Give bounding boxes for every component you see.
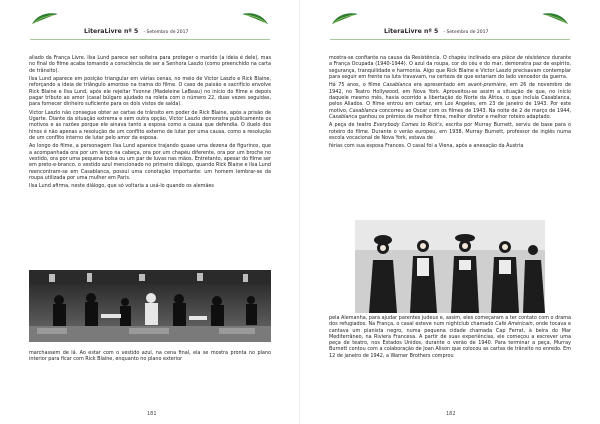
header-date: - Setembro de 2017 (443, 30, 489, 35)
paragraph: Ilsa Lund afirma, neste diálogo, que só voltaria a usá-lo quando os alemães (29, 183, 214, 190)
paragraph: Ao longo do filme, a personagem Ilsa Lund aparece trajando quase uma dezena de figurinos, que a acompanhada ora por um lenço na cabeça, ora por um chapéu diferente, ora por um broche no vestido, ora por uma pequena bolsa ou um par de luvas nas mãos. Entretanto, apesar do filme ser em preto-e-branco, o vestido azul mencionado no primeiro diálogo, quando Rick Blaine e Ilsa Lund reencontram-se em Casablanca, possui uma conotação importante: um homem lembrar-se da roupa utilizada por uma mulher em Paris. (29, 143, 271, 181)
header-title (384, 28, 488, 35)
right-body-continued (329, 315, 571, 361)
paragraph: Há 75 anos, o filme Casablanca era apresentado em avant-première, em 26 de novembro de 1942, no Teatro Hollywood, em Nova York. Aproveitou-se assim a situação de que, no início daquele mesmo mês, havia ocorrido a libertação do Norte da África, o que incluía Casablanca, pelos Aliados. O filme entrou em cartaz, em Los Angeles, em 23 de janeiro de 1943. Por este motivo, Casablanca concorreu ao Oscar com os filmes de 1943. Na noite de 2 de março de 1944, Casablanca ganhou os prêmios de melhor filme, melhor diretor e melhor roteiro adaptado. (329, 82, 571, 120)
paragraph: férias com sua esposa Frances. O casal foi a Viena, após a anexação da Áustria (329, 143, 524, 150)
paragraph: pela Alemanha, para ajudar parentes judeus e, assim, eles começaram a ter contato com o drama dos refugiados. Na França, o casal esteve num nightclub chamado Café Américain, onde tocava e cantava um pianista negro, numa pequena cidade chamada Cap Ferrat, à beira do Mar Mediterrâneo, na Riviera Francesa. A partir de suas experiências, ele começou a escrever uma peça de teatro, nos Estados Unidos, durante o verão de 1940. Para terminar a peça, Murray Burnett contou com a colaboração de Joan Alison que colocou as cartas de trânsito no enredo. Em 12 de janeiro de 1942, a Warner Brothers comprou (329, 315, 571, 359)
page-number: 181 (147, 411, 157, 417)
leaf-ornament-icon (30, 12, 60, 26)
leaf-ornament-icon (330, 12, 360, 26)
photo-cast-scene (355, 220, 545, 313)
right-page (300, 0, 600, 424)
leaf-ornament-icon (540, 12, 570, 26)
paragraph: mostra-se confiante na causa da Resistência. O chapéu inclinado era pièce de résistence durante a França Ocupada (1940-1944). O azul da roupa, cor do céu e do mar, demonstra paz de espírito, segurança, tranquilidade e harmonia. Algo que Rick Blaine e Victor Laszlo precisavam contemplar para seguir em frente na luta travavam, na certeza de que estariam do lado vencedor da guerra. (329, 55, 571, 80)
paragraph: aliado da França Livre. Ilsa Lund parece ser solteira para proteger o marido (a ideia é dele), mas no final do filme acaba tomando a consciência de ser a Senhora Laszlo (como preenchido na carta de trânsito). (29, 55, 271, 74)
paragraph: marchassem de lá. Ao estar com o vestido azul, na cena final, ela se mostra pronta no plano interior para ficar com Rick Blaine, enquanto no plano exterior (29, 350, 271, 363)
header-date: - Setembro de 2017 (143, 30, 189, 35)
magazine-title: LiteraLivre nº 5 (84, 28, 139, 35)
right-body-text (329, 55, 571, 152)
photo-scene (29, 270, 271, 342)
header-rule (330, 39, 570, 40)
header-title (84, 28, 188, 35)
leaf-ornament-icon (240, 12, 270, 26)
paragraph: Victor Laszlo não consegue obter as cartas de trânsito em poder de Rick Blaine, após a prisão de Ugarte. Diante da situação extrema e sem outra opção, Victor Laszlo demonstra publicamente os motivos e as razões porque ele ainava tanto a esposa como a causa que defendia. O duelo dos hinos é não apenas a resolução de um conflito externo de lutar por uma causa, como a resolução de um conflito interno de lutar pelo amor da esposa. (29, 109, 271, 141)
paragraph: Ilsa Lund aparece em posição triangular em várias cenas, no meio de Victor Laszlo e Rick Blaine, reforçando a ideia de triângulo amoroso na trama do filme. O caso de paixão e sacrifício envolve Rick Blaine e Ilsa Lund, após ele rejeitar Yvonne (Madeleine LeBeau) no início do filme e depois pagar tributo ao amor (casal búlgaro ajudado na roleta com o número 22, duas vezes seguidas, para fornecer dinheiro suficiente para os dois vistos de saída). (29, 76, 271, 108)
header-rule (30, 39, 270, 40)
left-body-text (29, 55, 271, 192)
magazine-title: LiteraLivre nº 5 (384, 28, 439, 35)
left-body-continued (29, 350, 271, 365)
casablanca-still-photo (29, 270, 271, 342)
casablanca-cast-photo (355, 220, 545, 313)
paragraph: A peça de teatro Everybody Comes to Rick's, escrita por Murray Burnett, serviu de base para o roteiro do filme. Durante o verão europeu, em 1938, Murray Burnett, professor de inglês numa escola vocacional de Nova York, estava de (329, 122, 571, 141)
page-number: 182 (446, 411, 456, 417)
